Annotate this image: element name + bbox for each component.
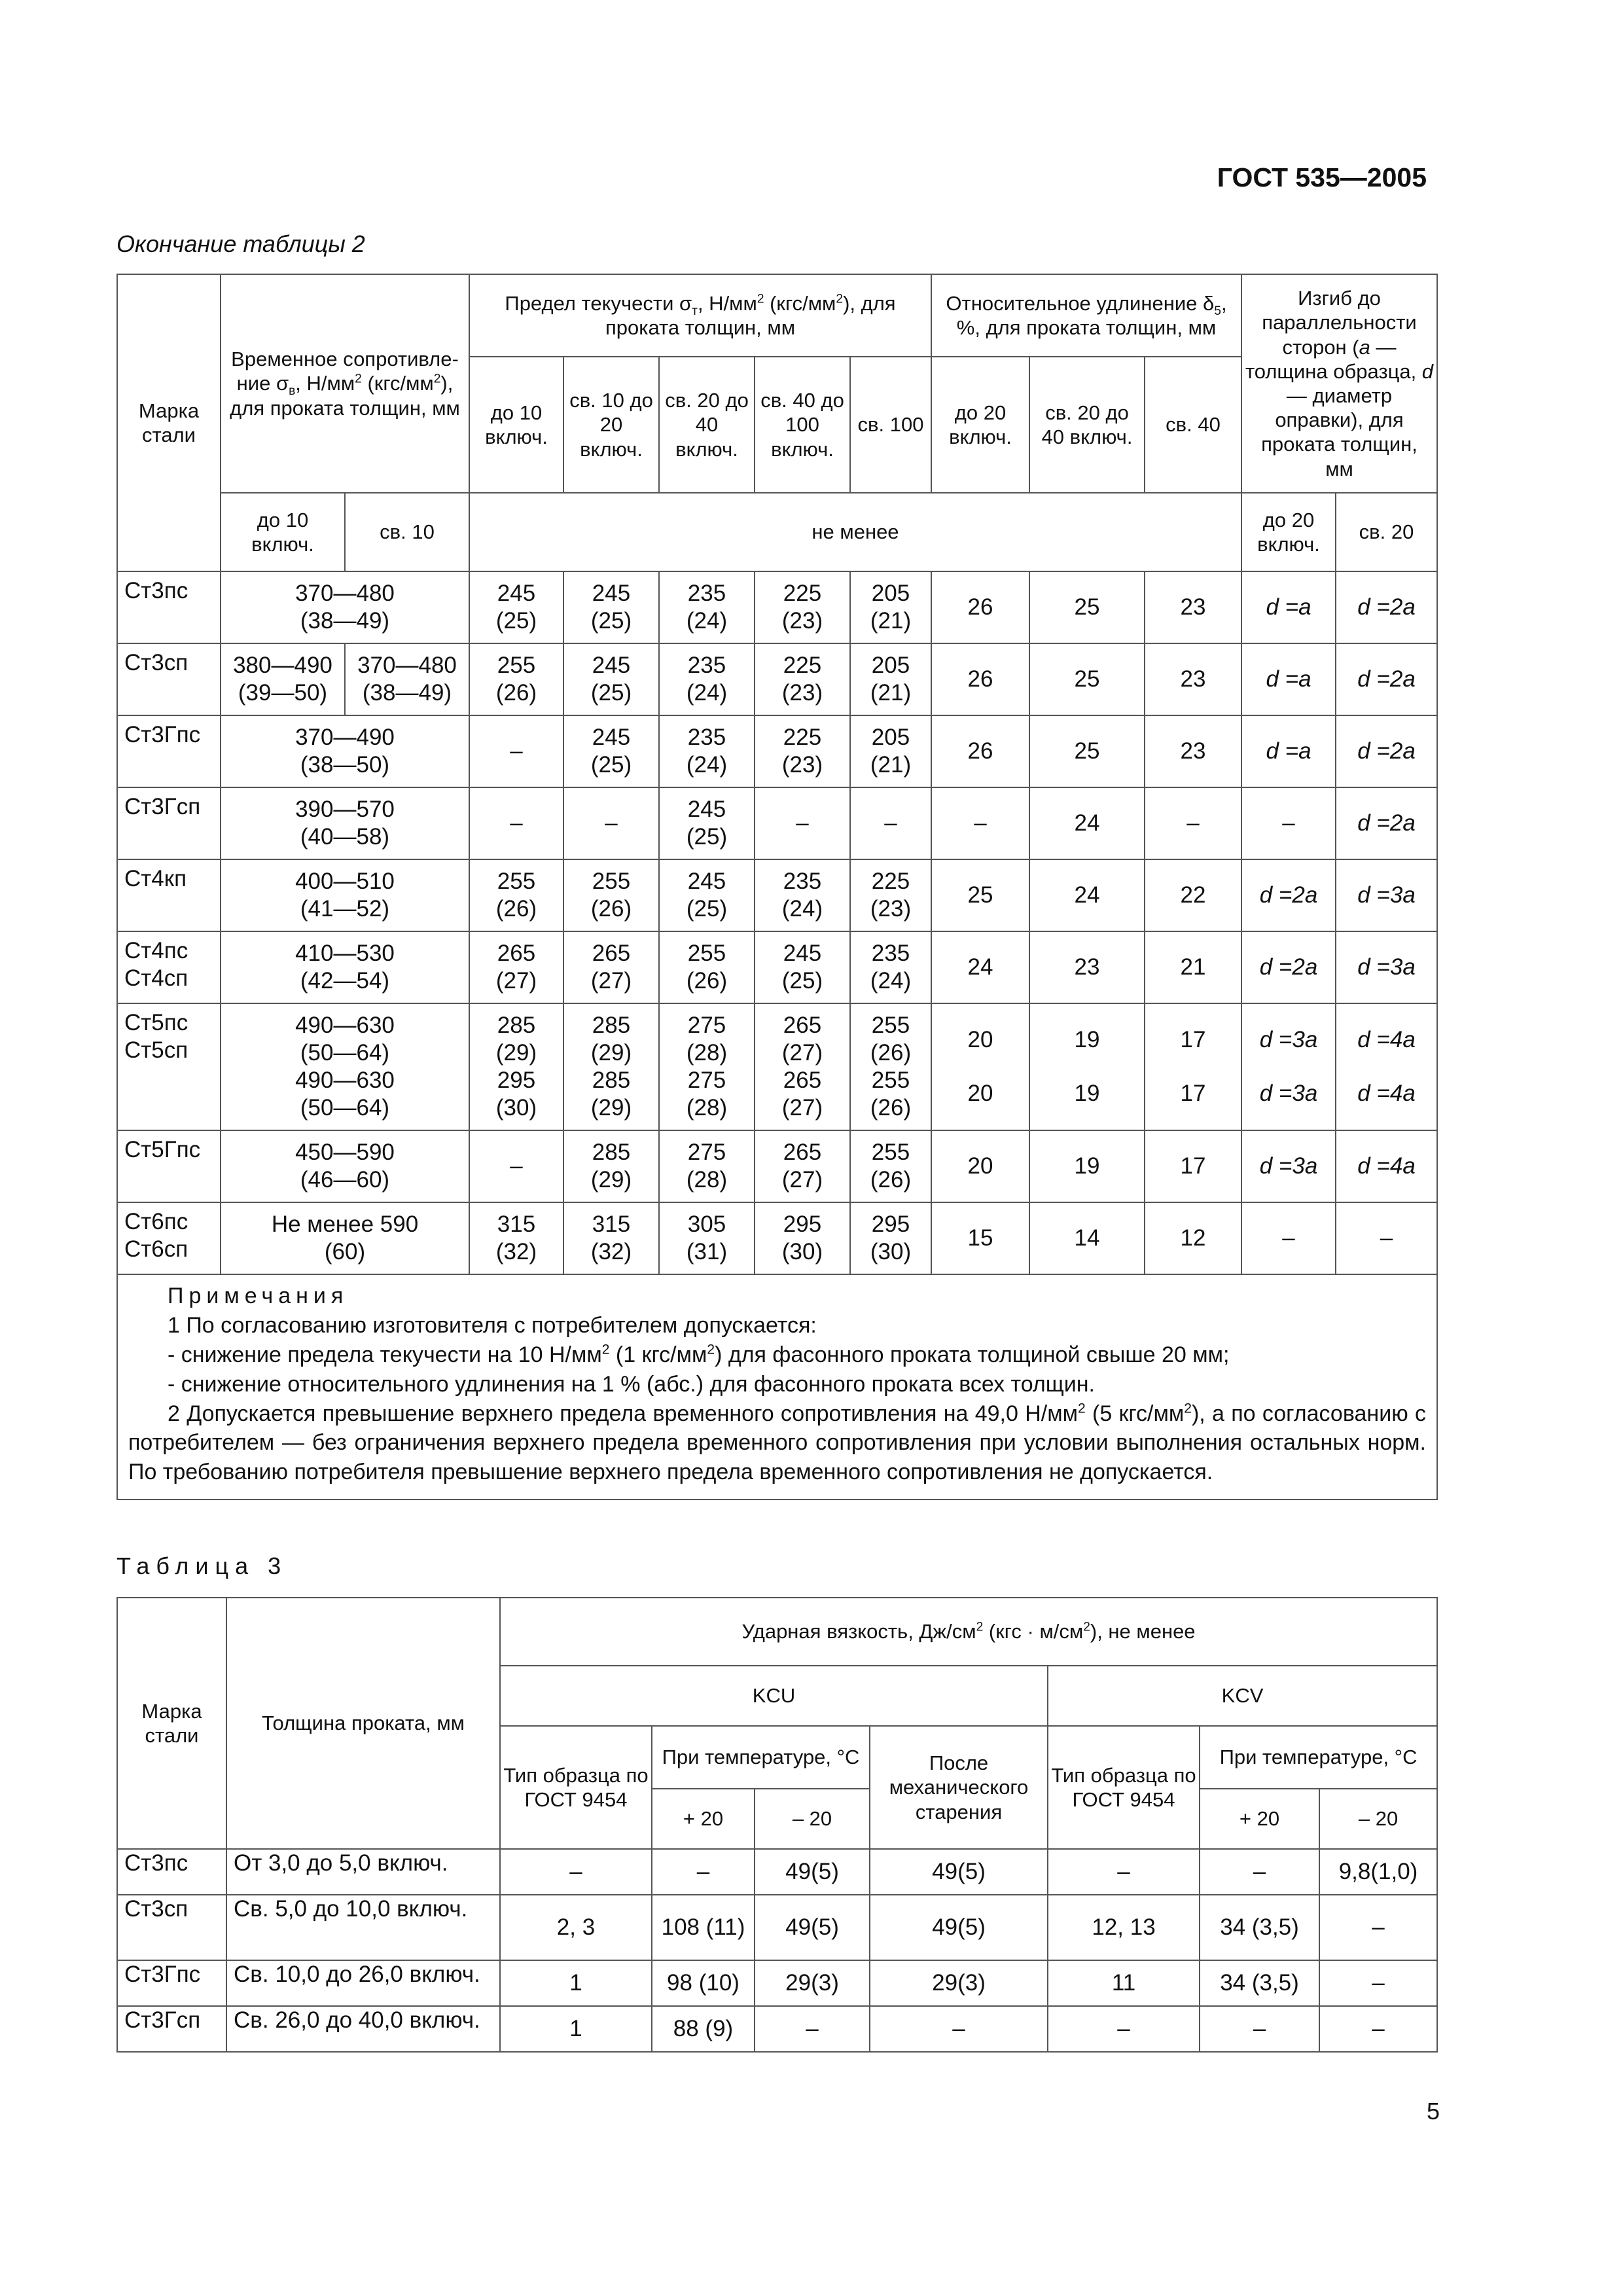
page-number: 5 [1426, 2098, 1440, 2125]
t3-temp-kcv: При температуре, °С [1200, 1726, 1437, 1789]
yield-col-2: св. 10 до 20 включ. [563, 357, 659, 493]
table-3 [116, 1597, 1438, 2053]
t3-temp-kcu: При температуре, °С [652, 1726, 870, 1789]
t3-kcu-header: KCU [500, 1666, 1048, 1726]
elongation-header: Относительное удлинение $\delta_5$, %, для проката толщин, мм [931, 274, 1241, 357]
table-2 [116, 274, 1438, 1500]
tensile-col-2: св. 10 [345, 493, 469, 571]
t3-impact-header: Ударная вязкость, $Дж/см^2$ $(кгс \cdot м/см^2)$, не менее [500, 1598, 1437, 1666]
table-row: Ст4пс Ст4сп 410—530 (42—54) 265 (27) 265 (27) 255 (26) 245 (25) 235 (24) 24 23 21 d =2a d =3a [117, 931, 1437, 1003]
yield-col-3: св. 20 до 40 включ. [659, 357, 755, 493]
table-row: Ст4кп 400—510 (41—52) 255 (26) 255 (26) 245 (25) 235 (24) 225 (23) 25 24 22 d =2a d =3a [117, 859, 1437, 931]
grade-header: Марка стали [117, 274, 221, 571]
bend-col-1: до 20 включ. [1241, 493, 1336, 571]
yield-col-1: до 10 включ. [469, 357, 563, 493]
yield-header: Предел текучести $\sigma_т$, $Н/мм^2$ $(кгс/мм^2)$, для проката толщин, мм [469, 274, 931, 357]
table-row: Ст3Гпс 370—490 (38—50) – 245 (25) 235 (24) 225 (23) 205 (21) 26 25 23 d =a d =2a [117, 715, 1437, 787]
table-row: Ст3Гсп Св. 26,0 до 40,0 включ. 1 88 (9) – – – – – [117, 2006, 1437, 2052]
table-row: Ст5пс Ст5сп 490—630 (50—64) 490—630 (50—64) 285 (29) 295 (30) 285 (29) 285 (29) 275 (28) 275 (28) 265 (27) 265 (27) 255 (26) 255 (26) 20 20 19 19 17 17 d =3a d =3a d =4a d =4a [117, 1003, 1437, 1130]
table-row: Ст3сп 380—490 (39—50) 370—480 (38—49) 255 (26) 245 (25) 235 (24) 225 (23) 205 (21) 26 25 23 d =a d =2a [117, 643, 1437, 715]
yield-col-4: св. 40 до 100 включ. [755, 357, 850, 493]
min-label: не менее [469, 493, 1241, 571]
yield-col-5: св. 100 [850, 357, 931, 493]
table-row: Ст3пс От 3,0 до 5,0 включ. – – 49(5) 49(5) – – 9,8(1,0) [117, 1849, 1437, 1895]
tensile-col-1: до 10 включ. [221, 493, 345, 571]
elong-col-1: до 20 включ. [931, 357, 1029, 493]
t3-kcu-minus20: – 20 [755, 1789, 870, 1849]
elong-col-3: св. 40 [1145, 357, 1241, 493]
elong-col-2: св. 20 до 40 включ. [1029, 357, 1145, 493]
bend-col-2: св. 20 [1336, 493, 1437, 571]
table3-caption: Таблица 3 [116, 1552, 288, 1579]
t3-kcv-plus20: + 20 [1200, 1789, 1319, 1849]
notes-title: Примечания [168, 1283, 349, 1308]
note-1b: - снижение относительного удлинения на 1 % (абс.) для фасонного проката всех толщин. [168, 1371, 1095, 1397]
table2-notes [117, 1274, 1437, 1499]
table-row: Ст3пс 370—480 (38—49) 245 (25) 245 (25) 235 (24) 225 (23) 205 (21) 26 25 23 d =a d =2a [117, 571, 1437, 643]
t3-type-kcv: Тип образца по ГОСТ 9454 [1048, 1726, 1200, 1849]
note-1a: - снижение предела текучести на 10 $Н/мм^2$ (1 кгс/$мм^2$) для фасонного проката толщиной свыше 20 мм; [168, 1342, 1230, 1367]
note-2: 2 Допускается превышение верхнего предела временного сопротивления на 49,0 $Н/мм^2$ (5 кгс/$мм^2$), а по согласованию с потребителем — без ограничения верхнего предела временного сопротивления при условии выполнения остальных норм. По требованию потребителя превышение верхнего предела временного сопротивления не допускается. [128, 1401, 1426, 1485]
t3-kcv-minus20: – 20 [1319, 1789, 1437, 1849]
table-row: Ст6пс Ст6сп Не менее 590 (60) 315 (32) 315 (32) 305 (31) 295 (30) 295 (30) 15 14 12 – – [117, 1202, 1437, 1274]
tensile-header: Временное сопротивле-ние $\sigma_в$, $Н/мм^2$ $(кгс/мм^2)$, для проката толщин, мм [221, 274, 469, 493]
t3-thickness-header: Толщина проката, мм [226, 1598, 500, 1849]
bend-header: Изгиб до параллельности сторон (a — толщина образца, d — диаметр оправки), для проката толщин, мм [1241, 274, 1437, 493]
table-row: Ст5Гпс 450—590 (46—60) – 285 (29) 275 (28) 265 (27) 255 (26) 20 19 17 d =3a d =4a [117, 1130, 1437, 1202]
t3-kcu-plus20: + 20 [652, 1789, 755, 1849]
table-row: Ст3Гпс Св. 10,0 до 26,0 включ. 1 98 (10) 29(3) 29(3) 11 34 (3,5) – [117, 1960, 1437, 2006]
note-1: 1 По согласованию изготовителя с потребителем допускается: [168, 1312, 817, 1338]
table-row: Ст3сп Св. 5,0 до 10,0 включ. 2, 3 108 (11) 49(5) 49(5) 12, 13 34 (3,5) – [117, 1895, 1437, 1960]
document-code: ГОСТ 535—2005 [1217, 162, 1427, 192]
table-row: Ст3Гсп 390—570 (40—58) – – 245 (25) – – – 24 – – d =2a [117, 787, 1437, 859]
t3-type-kcu: Тип образца по ГОСТ 9454 [500, 1726, 652, 1849]
table2-caption: Окончание таблицы 2 [116, 230, 365, 257]
t3-kcv-header: KCV [1048, 1666, 1437, 1726]
t3-grade-header: Марка стали [117, 1598, 226, 1849]
t3-aging: После механического старения [870, 1726, 1048, 1849]
